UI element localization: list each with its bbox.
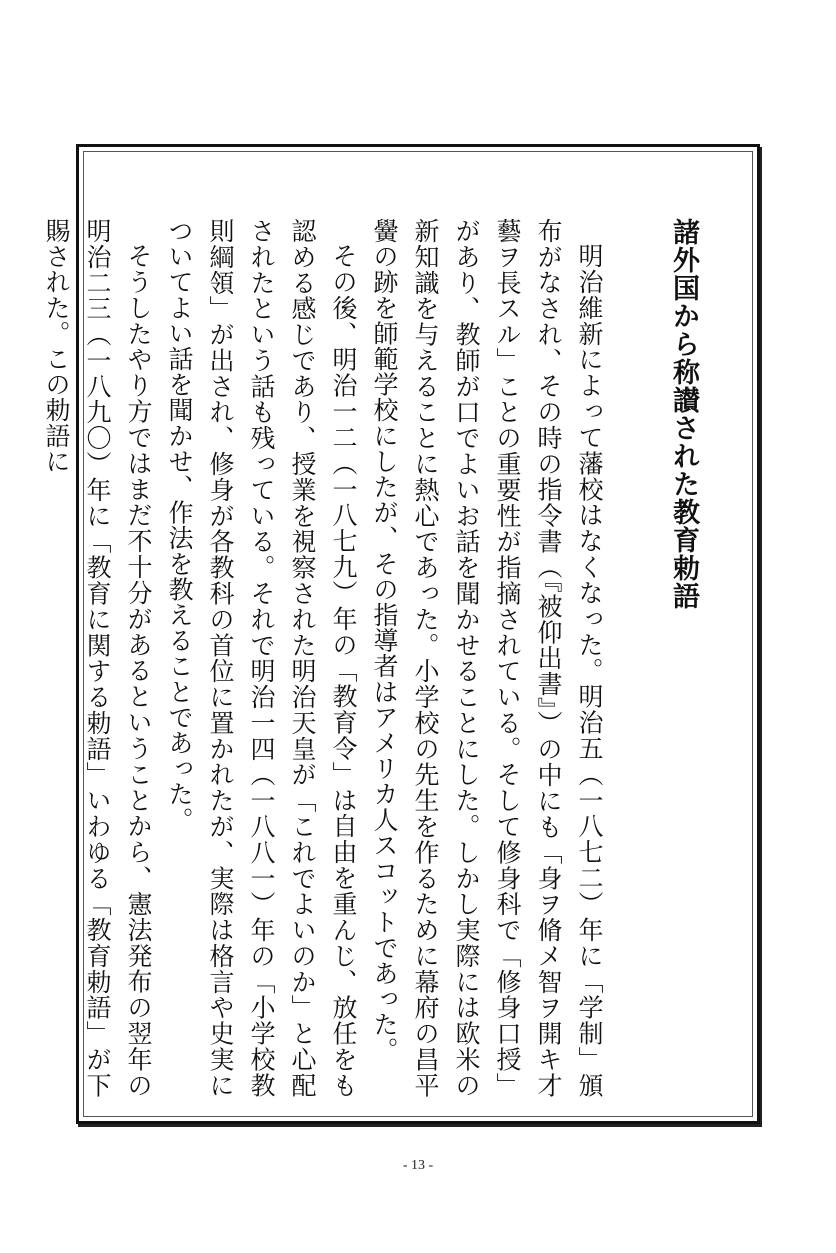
- page-number: - 13 -: [402, 1158, 434, 1173]
- paragraph-3: そうしたやり方ではまだ不十分があるということから、憲法発布の翌年の明治二三（一八九〇）年に「教育に関する勅語」いわゆる「教育勅語」が下賜された。この勅語に: [42, 218, 153, 1098]
- page-title: 諸外国から称讃された教育勅語: [668, 218, 699, 610]
- body-text: [42, 218, 610, 1098]
- paragraph-2: その後、明治一二（一八七九）年の「教育令」は自由を重んじ、放任をも認める感じであり、授業を視察された明治天皇が「これでよいのか」と心配されたという話も残っている。それで明治一四（一八八一）年の「小学校教則綱領」が出され、修身が各教科の首位に置かれたが、実際は格言や史実についてよい話を聞かせ、作法を教えることであった。: [165, 218, 358, 1098]
- paragraph-1: 明治維新によって藩校はなくなった。明治五（一八七二）年に「学制」頒布がなされ、その時の指令書（『被仰出書』）の中にも「身ヲ脩メ智ヲ開キ才藝ヲ長スル」ことの重要性が指摘されている。そして修身科で「修身口授」があり、教師が口でよいお話を聞かせることにした。しかし実際には欧米の新知識を与えることに熱心であった。小学校の先生を作るために幕府の昌平黌の跡を師範学校にしたが、その指導者はアメリカ人スコットであった。: [370, 218, 604, 1098]
